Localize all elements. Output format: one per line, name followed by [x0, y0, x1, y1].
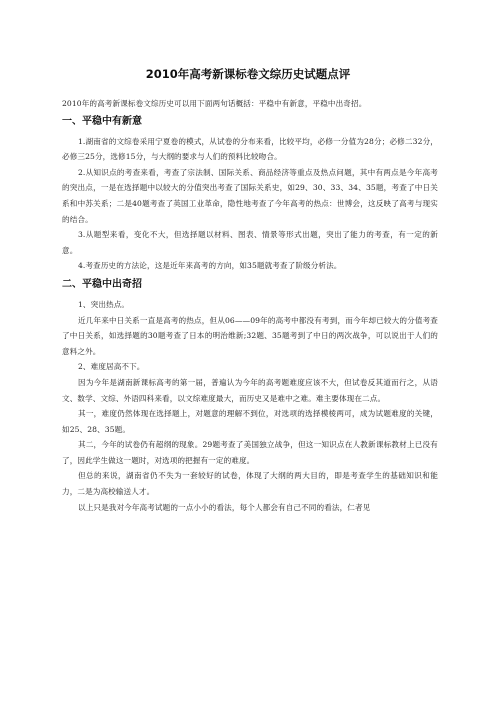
section-2-paragraph: 近几年来中日关系一直是高考的热点，但从06——09年的高考中都没有考到，而今年却已较大的分值考查了中日关系，如选择题的30题考查了日本的明治维新;32题、35题考到了中日的两次战争，可以说出于人们的意料之外。 — [62, 315, 438, 356]
section-2-paragraph: 其一，难度仍然体现在选择题上，对题意的理解不到位，对选项的选择模棱两可，成为试题难度的关键，如25、28、35题。 — [62, 409, 438, 434]
section-1-heading: 一、平稳中有新意 — [62, 115, 142, 127]
section-2-paragraph: 其二，今年的试卷仍有超纲的现象。29题考查了美国独立战争，但这一知识点在人教新课标教材上已没有了，因此学生做这一题时，对选项的把握有一定的难度。 — [62, 440, 438, 465]
section-2-subheading: 1、突出热点。 — [78, 299, 130, 309]
section-2-paragraph: 但总的来说，湖南省仍不失为一套较好的试卷，体现了大纲的两大目的，即是考查学生的基础知识和能力，二是为高校输送人才。 — [62, 471, 438, 497]
section-1-paragraph: 2.从知识点的考查来看，考查了宗法制、国际关系、商品经济等重点及热点问题，其中有两点是今年高考的突出点，一是在选择题中以较大的分值突出考查了国际关系史，如29、30、33、34、35题，考查了中日关系和中苏关系；二是40题考查了英国工业革命，隐性地考查了今年高考的热点：世博会，这反映了高考与现实的结合。 — [62, 167, 438, 224]
section-1-paragraph: 4.考查历史的方法论，这是近年来高考的方向，如35题就考查了阶级分析法。 — [78, 261, 342, 271]
section-1-paragraph: 1.湖南省的文综卷采用宁夏卷的模式，从试卷的分布来看，比较平均，必修一分值为28分；必修二32分，必修三25分，选修15分，与大纲的要求与人们的预料比较吻合。 — [62, 136, 438, 162]
section-2-paragraph: 以上只是我对今年高考试题的一点小小的看法，每个人都会有自己不同的看法，仁者见 — [78, 502, 371, 512]
section-2-subheading: 2、难度居高不下。 — [78, 362, 145, 372]
document-title: 2010年高考新课标卷文综历史试题点评 — [145, 67, 351, 81]
section-2-paragraph: 因为今年是湖南新课标高考的第一届，普遍认为今年的高考题难度应该不大，但试卷反其道而行之，从语文、数学、文综、外语四科来看，以文综难度最大，而历史又是难中之难。难主要体现在二点。 — [62, 377, 438, 403]
section-2-heading: 二、平稳中出奇招 — [62, 278, 142, 290]
intro-paragraph: 2010年的高考新课标卷文综历史可以用下面两句话概括：平稳中有新意，平稳中出奇招。 — [62, 99, 367, 108]
section-1-paragraph: 3.从题型来看，变化不大，但选择题以材料、图表、情景等形式出题，突出了能力的考查，有一定的新意。 — [62, 230, 438, 255]
document-body — [62, 96, 438, 515]
